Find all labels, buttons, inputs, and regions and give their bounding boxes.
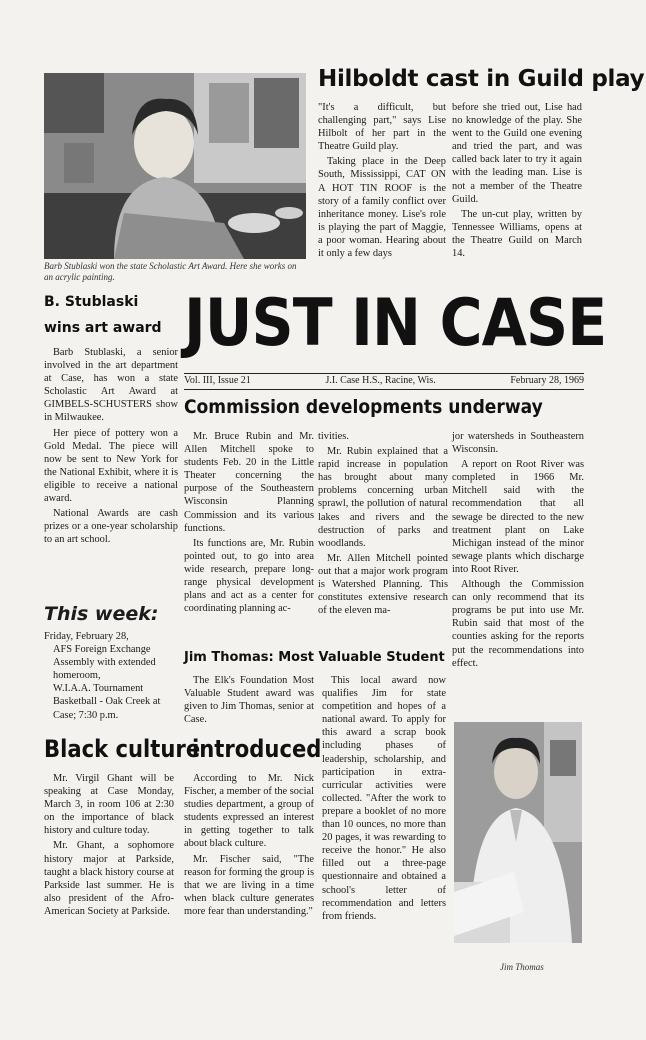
black-culture-col1 [44,772,174,920]
black-culture-p1: Mr. Virgil Ghant will be speaking at Case Monday, March 3, in room 106 at 2:30 on the importance of black history and culture today. [44,773,174,837]
masthead-info [184,375,584,386]
jim-col1 [184,674,314,728]
commission-p4: Mr. Rubin explained that a rapid increase in population has brought about many problems concerning urban sprawl, the pollution of natural lakes and rivers and the destruction of parks and woodlands. [318,446,448,549]
art-p1: Barb Stublaski, a senior involved in the art department at Case, has won a state Scholastic Art Award at GIMBELS-SCHUSTERS show in Milwaukee. [44,347,178,424]
commission-p5: Mr. Allen Mitchell pointed out that a major work program is Watershed Planning. This constitutes extensive research of the eleven ma- [318,552,448,617]
guild-headline: Hilboldt cast in Guild play [318,66,645,92]
art-photo-caption: Barb Stublaski won the state Scholastic Art Award. Here she works on an acrylic painting. [44,261,297,282]
art-photo [44,73,306,259]
guild-col2 [452,101,582,262]
jim-col2 [322,674,446,925]
this-week-item: W.I.A.A. Tournament Basketball - Oak Creek at Case; 7:30 p.m. [53,683,161,721]
jim-p2: This local award now qualifies Jim for state competition and hopes of a national award. To apply for this award a scrap book including phases of leadership, scholarship, and participation in extra-curricular activities were collected. "After the work to prepare a booklet of no more than 10 ounces, no more than 20 pages, it was rewarding to receive the honor." He also filled out a three-page questionnaire and obtained a school's letter of recommendation and letters from friends. [322,675,446,922]
commission-col1 [184,430,314,617]
black-culture-p3: According to Mr. Nick Fischer, a member of the social studies department, a group of students expressed an interest in getting together to talk about black culture. [184,773,314,850]
masthead-rule-top [184,373,584,374]
jim-p1: The Elk's Foundation Most Valuable Student award was given to Jim Thomas, senior at Case. [184,675,314,726]
art-p2: Her piece of pottery won a Gold Medal. The piece will now be sent to New York for the National Exhibit, where it is eligible to receive a national award. [44,427,178,505]
art-body [44,346,178,548]
commission-p6: jor watersheds in Southeastern Wisconsin. [452,431,584,456]
this-week-list [44,630,178,722]
masthead-title: JUST IN CASE [184,286,607,361]
black-culture-p4: Mr. Fischer said, "The reason for forming the group is that we are living in a time when black culture generates more fear than understanding." [184,853,314,917]
guild-p3: before she tried out, Lise had no knowledge of the play. She went to the Guild one evening and tried the part, and was called back later to try it again with the leading man. Lise is not a member of the Theatre Guild. [452,102,582,205]
art-p3: National Awards are cash prizes or a one-year scholarship to an art school. [44,508,178,546]
commission-p2: Its functions are, Mr. Rubin pointed out, to go into area wide research, prepare long-range physical development plans and act as a center for coordinating planning ac- [184,537,314,615]
guild-p4: The un-cut play, written by Tennessee Williams, opens at the Theatre Guild on March 14. [452,208,582,260]
jim-headline: Jim Thomas: Most Valuable Student [184,650,445,665]
commission-p3: tivities. [318,431,349,442]
commission-p7: A report on Root River was completed in 1966 Mr. Mitchell said with the recommendation that all sewage be directed to the new treatment plant on Lake Michigan instead of the minor sewage plants which discharge into Root River. [452,459,584,575]
commission-col2 [318,430,448,619]
guild-p1: "It's a difficult, but challenging part," says Lise Hilbolt of her part in the Theatre Guild play. [318,102,446,153]
masthead-volume: Vol. III, Issue 21 [184,375,251,386]
guild-col1 [318,101,446,262]
art-headline-2: wins art award [44,320,162,336]
this-week-item: Friday, February 28, [44,631,129,642]
jim-photo-image [454,722,582,943]
black-culture-headline-1: Black culture [44,735,201,763]
masthead-rule-bottom [184,389,584,390]
masthead-date: February 28, 1969 [510,375,584,386]
commission-headline: Commission developments underway [184,396,543,418]
masthead-school: J.I. Case H.S., Racine, Wis. [325,375,436,386]
this-week-heading: This week: [44,603,159,625]
commission-p8: Although the Commission can only recommend that its programs be put into use Mr. Rubin said that most of the counties asking for the reports put the recommendations into effect. [452,579,584,669]
black-culture-headline-2: introduced [192,735,322,763]
art-headline-1: B. Stublaski [44,294,139,310]
black-culture-p2: Mr. Ghant, a sophomore history major at Parkside, taught a black history course at Parkside last summer. He is also president of the Afro-American Society at Parkside. [44,840,174,917]
black-culture-col2 [184,772,314,920]
commission-col3 [452,430,584,672]
jim-photo [454,722,582,943]
jim-photo-caption: Jim Thomas [500,962,544,972]
commission-p1: Mr. Bruce Rubin and Mr. Allen Mitchell spoke to students Feb. 20 in the Little Theater concerning the purpose of the Southeastern Wisconsin Planning Commission and its various functions. [184,431,314,534]
art-photo-image [44,73,306,259]
this-week-item: AFS Foreign Exchange Assembly with extended homeroom, [53,644,156,682]
guild-p2: Taking place in the Deep South, Mississippi, CAT ON A HOT TIN ROOF is the story of a family conflict over inheritance money. Lise's role is playing the part of Maggie, a poor woman. Hearing about it only a few days [318,156,446,260]
